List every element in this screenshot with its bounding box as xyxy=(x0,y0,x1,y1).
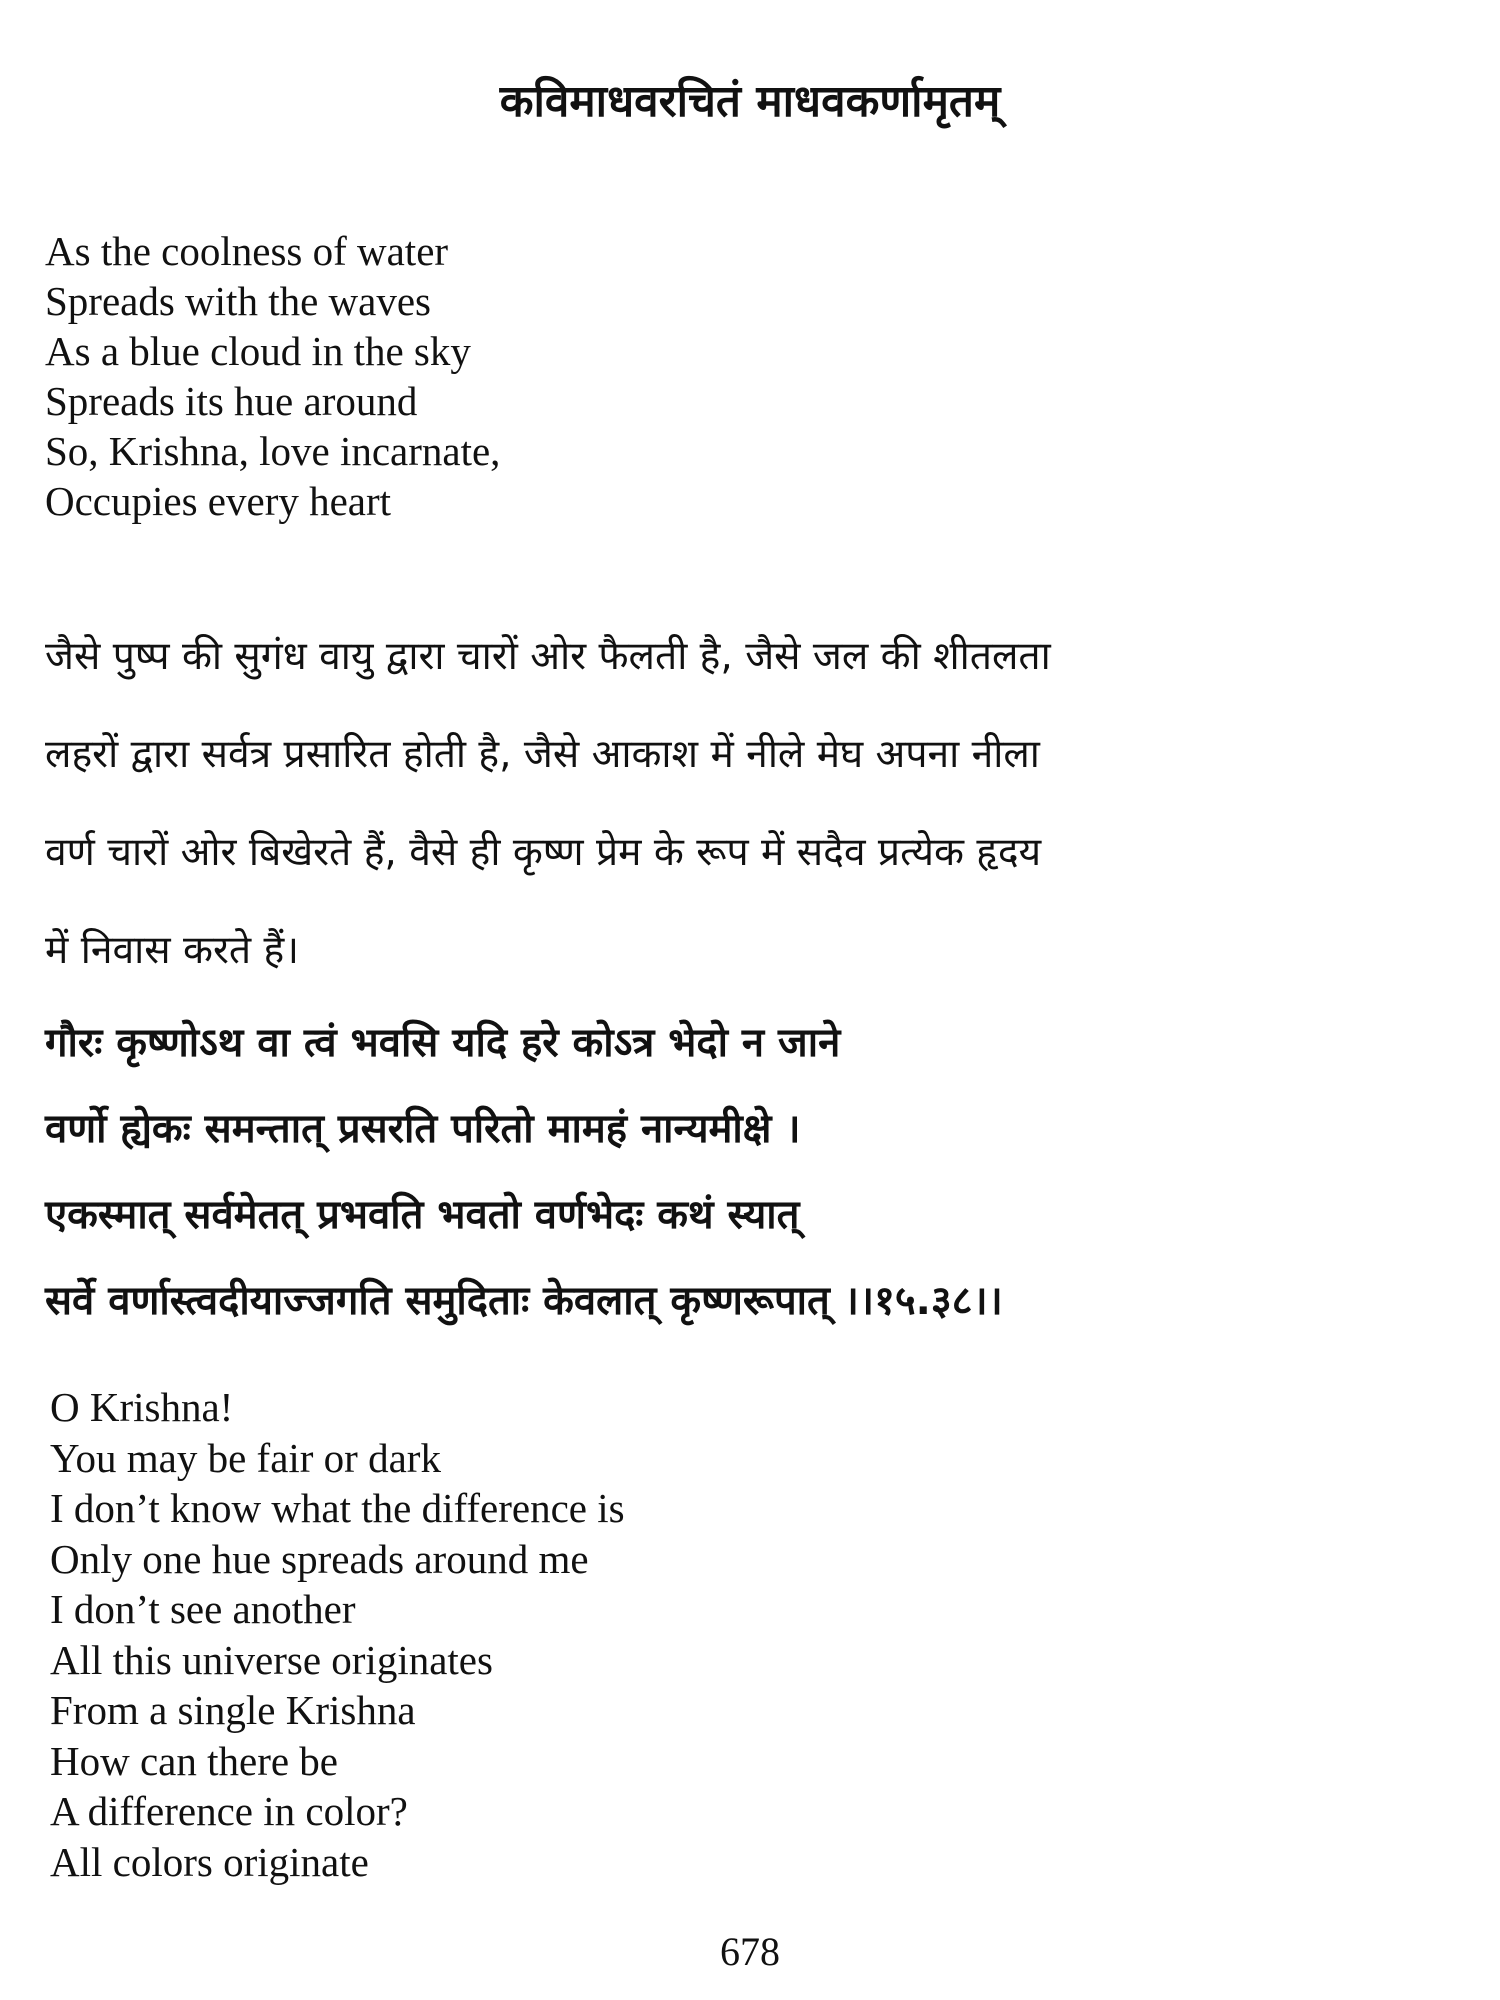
verse-line: How can there be xyxy=(50,1737,339,1784)
verse-line: I don’t know what the difference is xyxy=(50,1485,625,1531)
sanskrit-line: एकस्मात् सर्वमेतत् प्रभवति भवतो वर्णभेदः कथं स्यात् xyxy=(45,1192,800,1238)
verse-line: Spreads with the waves xyxy=(45,278,431,324)
hindi-paragraph xyxy=(45,608,1455,1000)
paragraph-line: जैसे पुष्प की सुगंध वायु द्वारा चारों ओर फैलती है, जैसे जल की शीतलता xyxy=(45,634,1051,679)
english-verse-2 xyxy=(50,1382,625,1887)
verse-line: As the coolness of water xyxy=(45,228,449,274)
verse-line: As a blue cloud in the sky xyxy=(45,328,471,374)
verse-line: I don’t see another xyxy=(50,1586,356,1632)
paragraph-line: वर्ण चारों ओर बिखेरते हैं, वैसे ही कृष्ण प्रेम के रूप में सदैव प्रत्येक हृदय xyxy=(45,830,1042,875)
english-verse-1 xyxy=(45,226,500,526)
page-number: 678 xyxy=(720,1929,780,1974)
sanskrit-verse xyxy=(45,1000,1465,1344)
verse-line: A difference in color? xyxy=(50,1788,408,1834)
sanskrit-line: वर्णो ह्येकः समन्तात् प्रसरति परितो मामहं नान्यमीक्षे । xyxy=(45,1106,801,1152)
verse-line: So, Krishna, love incarnate, xyxy=(45,428,501,474)
paragraph-line: में निवास करते हैं। xyxy=(45,928,300,973)
verse-line: Occupies every heart xyxy=(45,478,392,524)
paragraph-line: लहरों द्वारा सर्वत्र प्रसारित होती है, जैसे आकाश में नीले मेघ अपना नीला xyxy=(45,732,1040,777)
verse-line: Only one hue spreads around me xyxy=(50,1535,589,1582)
sanskrit-line: गौरः कृष्णोऽथ वा त्वं भवसि यदि हरे कोऽत्र भेदो न जाने xyxy=(45,1020,841,1066)
page-title: कविमाधवरचितं माधवकर्णामृतम् xyxy=(499,76,1001,127)
verse-line: All colors originate xyxy=(50,1838,369,1885)
verse-line: O Krishna! xyxy=(50,1384,234,1430)
verse-line: You may be fair or dark xyxy=(50,1434,441,1481)
verse-line: From a single Krishna xyxy=(50,1687,416,1733)
sanskrit-line: सर्वे वर्णास्त्वदीयाज्जगति समुदिताः केवलात् कृष्णरूपात् ।।१५.३८।। xyxy=(45,1278,1003,1324)
verse-line: Spreads its hue around xyxy=(45,378,418,424)
verse-line: All this universe originates xyxy=(50,1636,493,1683)
